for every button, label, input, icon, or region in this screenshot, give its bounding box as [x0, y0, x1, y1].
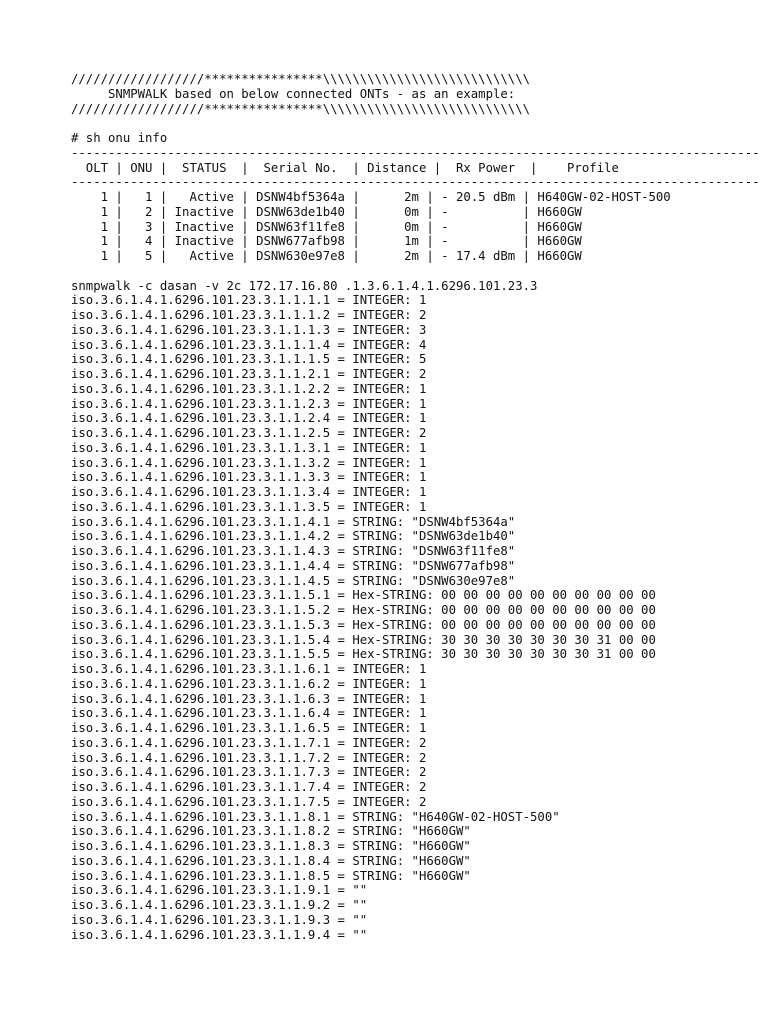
- onu-table-body: [71, 190, 761, 264]
- document-page: [71, 72, 761, 942]
- snmpwalk-output: [71, 293, 761, 942]
- snmpwalk-command: snmpwalk -c dasan -v 2c 172.17.16.80 .1.3.6.1.4.1.6296.101.23.3: [71, 278, 538, 293]
- snmp-output-line: iso.3.6.1.4.1.6296.101.23.3.1.1.9.3 = "": [71, 912, 368, 927]
- snmp-output-line: iso.3.6.1.4.1.6296.101.23.3.1.1.5.2 = Hex-STRING: 00 00 00 00 00 00 00 00 00 00: [71, 603, 656, 617]
- table-header: OLT | ONU | STATUS | Serial No. | Distance | Rx Power | Profile: [71, 160, 619, 175]
- snmp-output-line: iso.3.6.1.4.1.6296.101.23.3.1.1.3.4 = INTEGER: 1: [71, 485, 427, 499]
- table-rule-header: ---------------------------------------------------------------------------------------------: [71, 175, 760, 190]
- snmp-output-line: iso.3.6.1.4.1.6296.101.23.3.1.1.2.3 = INTEGER: 1: [71, 396, 427, 411]
- snmp-output-line: iso.3.6.1.4.1.6296.101.23.3.1.1.2.1 = INTEGER: 2: [71, 367, 427, 381]
- snmp-output-line: iso.3.6.1.4.1.6296.101.23.3.1.1.6.3 = INTEGER: 1: [71, 691, 427, 706]
- snmp-output-line: iso.3.6.1.4.1.6296.101.23.3.1.1.3.1 = INTEGER: 1: [71, 440, 427, 455]
- snmp-output-line: iso.3.6.1.4.1.6296.101.23.3.1.1.7.5 = INTEGER: 2: [71, 794, 427, 809]
- snmp-output-line: iso.3.6.1.4.1.6296.101.23.3.1.1.5.1 = Hex-STRING: 00 00 00 00 00 00 00 00 00 00: [71, 588, 656, 603]
- snmp-output-line: iso.3.6.1.4.1.6296.101.23.3.1.1.4.5 = STRING: "DSNW630e97e8": [71, 573, 516, 588]
- table-row: 1 | 5 | Active | DSNW630e97e8 | 2m | - 17.4 dBm | H660GW: [71, 249, 582, 263]
- banner-bottom-rule: //////////////////****************\\\\\\\\\\\\\\\\\\\\\\\\\\\\: [71, 101, 531, 116]
- snmp-output-line: iso.3.6.1.4.1.6296.101.23.3.1.1.7.4 = INTEGER: 2: [71, 780, 427, 794]
- snmp-output-line: iso.3.6.1.4.1.6296.101.23.3.1.1.6.2 = INTEGER: 1: [71, 676, 427, 691]
- snmp-output-line: iso.3.6.1.4.1.6296.101.23.3.1.1.1.2 = INTEGER: 2: [71, 308, 427, 322]
- snmp-output-line: iso.3.6.1.4.1.6296.101.23.3.1.1.5.4 = Hex-STRING: 30 30 30 30 30 30 30 31 00 00: [71, 632, 656, 647]
- table-rule-top: ---------------------------------------------------------------------------------------------: [71, 145, 760, 160]
- snmp-output-line: iso.3.6.1.4.1.6296.101.23.3.1.1.3.2 = INTEGER: 1: [71, 455, 427, 470]
- snmp-output-line: iso.3.6.1.4.1.6296.101.23.3.1.1.1.3 = INTEGER: 3: [71, 322, 427, 337]
- snmp-output-line: iso.3.6.1.4.1.6296.101.23.3.1.1.8.2 = STRING: "H660GW": [71, 824, 471, 839]
- snmp-output-line: iso.3.6.1.4.1.6296.101.23.3.1.1.2.2 = INTEGER: 1: [71, 381, 427, 396]
- snmp-output-line: iso.3.6.1.4.1.6296.101.23.3.1.1.6.4 = INTEGER: 1: [71, 706, 427, 721]
- table-row: 1 | 1 | Active | DSNW4bf5364a | 2m | - 20.5 dBm | H640GW-02-HOST-500: [71, 190, 671, 204]
- snmp-output-line: iso.3.6.1.4.1.6296.101.23.3.1.1.1.5 = INTEGER: 5: [71, 352, 427, 367]
- spacer: [71, 264, 761, 279]
- snmp-output-line: iso.3.6.1.4.1.6296.101.23.3.1.1.4.2 = STRING: "DSNW63de1b40": [71, 529, 516, 544]
- snmp-output-line: iso.3.6.1.4.1.6296.101.23.3.1.1.4.1 = STRING: "DSNW4bf5364a": [71, 514, 516, 529]
- snmp-output-line: iso.3.6.1.4.1.6296.101.23.3.1.1.7.1 = INTEGER: 2: [71, 735, 427, 750]
- snmp-output-line: iso.3.6.1.4.1.6296.101.23.3.1.1.9.1 = "": [71, 883, 368, 898]
- snmp-output-line: iso.3.6.1.4.1.6296.101.23.3.1.1.5.5 = Hex-STRING: 30 30 30 30 30 30 30 31 00 00: [71, 647, 656, 662]
- snmp-output-line: iso.3.6.1.4.1.6296.101.23.3.1.1.8.5 = STRING: "H660GW": [71, 868, 471, 883]
- snmp-output-line: iso.3.6.1.4.1.6296.101.23.3.1.1.1.4 = INTEGER: 4: [71, 337, 427, 352]
- snmp-output-line: iso.3.6.1.4.1.6296.101.23.3.1.1.2.4 = INTEGER: 1: [71, 411, 427, 426]
- snmp-output-line: iso.3.6.1.4.1.6296.101.23.3.1.1.7.2 = INTEGER: 2: [71, 750, 427, 765]
- snmp-output-line: iso.3.6.1.4.1.6296.101.23.3.1.1.4.3 = STRING: "DSNW63f11fe8": [71, 544, 516, 558]
- snmp-output-line: iso.3.6.1.4.1.6296.101.23.3.1.1.2.5 = INTEGER: 2: [71, 426, 427, 440]
- snmp-output-line: iso.3.6.1.4.1.6296.101.23.3.1.1.8.1 = STRING: "H640GW-02-HOST-500": [71, 809, 560, 824]
- table-row: 1 | 3 | Inactive | DSNW63f11fe8 | 0m | - | H660GW: [71, 219, 582, 234]
- table-row: 1 | 4 | Inactive | DSNW677afb98 | 1m | - | H660GW: [71, 234, 582, 249]
- snmp-output-line: iso.3.6.1.4.1.6296.101.23.3.1.1.8.3 = STRING: "H660GW": [71, 839, 471, 853]
- onu-info-command: # sh onu info: [71, 131, 168, 145]
- spacer: [71, 116, 761, 131]
- banner-title: SNMPWALK based on below connected ONTs - as an example:: [71, 86, 516, 101]
- snmp-output-line: iso.3.6.1.4.1.6296.101.23.3.1.1.3.3 = INTEGER: 1: [71, 470, 427, 485]
- snmp-output-line: iso.3.6.1.4.1.6296.101.23.3.1.1.5.3 = Hex-STRING: 00 00 00 00 00 00 00 00 00 00: [71, 617, 656, 632]
- table-row: 1 | 2 | Inactive | DSNW63de1b40 | 0m | - | H660GW: [71, 204, 582, 219]
- snmp-output-line: iso.3.6.1.4.1.6296.101.23.3.1.1.7.3 = INTEGER: 2: [71, 765, 427, 780]
- snmp-output-line: iso.3.6.1.4.1.6296.101.23.3.1.1.9.2 = "": [71, 898, 368, 912]
- snmp-output-line: iso.3.6.1.4.1.6296.101.23.3.1.1.8.4 = STRING: "H660GW": [71, 853, 471, 868]
- snmp-output-line: iso.3.6.1.4.1.6296.101.23.3.1.1.9.4 = "": [71, 927, 368, 942]
- banner-top-rule: //////////////////****************\\\\\\\\\\\\\\\\\\\\\\\\\\\\: [71, 72, 531, 86]
- snmp-output-line: iso.3.6.1.4.1.6296.101.23.3.1.1.4.4 = STRING: "DSNW677afb98": [71, 558, 516, 573]
- snmp-output-line: iso.3.6.1.4.1.6296.101.23.3.1.1.6.1 = INTEGER: 1: [71, 662, 427, 676]
- snmp-output-line: iso.3.6.1.4.1.6296.101.23.3.1.1.6.5 = INTEGER: 1: [71, 721, 427, 735]
- snmp-output-line: iso.3.6.1.4.1.6296.101.23.3.1.1.3.5 = INTEGER: 1: [71, 499, 427, 514]
- snmp-output-line: iso.3.6.1.4.1.6296.101.23.3.1.1.1.1 = INTEGER: 1: [71, 293, 427, 308]
